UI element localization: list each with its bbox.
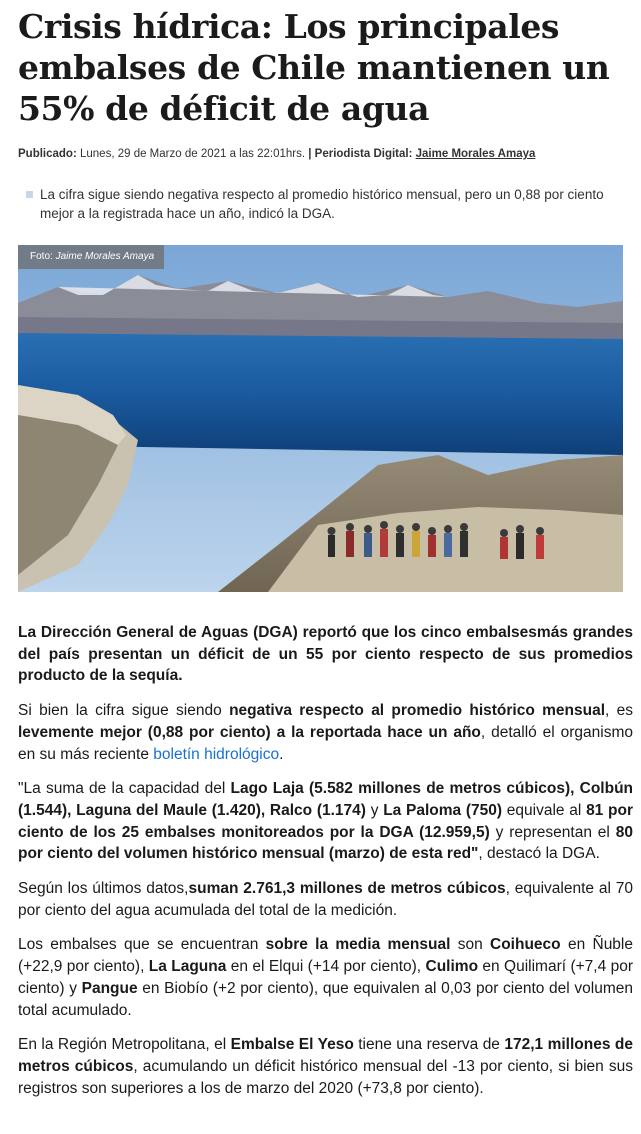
published-label: Publicado:: [18, 148, 77, 160]
text-run: y representan el: [489, 823, 616, 841]
bold-run: Coihueco: [490, 936, 561, 954]
text-run: .: [279, 745, 284, 763]
text-run: tiene una reserva de: [353, 1036, 505, 1054]
paragraph-3: [18, 778, 633, 865]
text-run: "La suma de la capacidad del: [18, 780, 231, 798]
text-run: en el Elqui (+14 por ciento),: [226, 958, 426, 976]
text-run: son: [450, 936, 491, 954]
landscape-image: [18, 245, 623, 592]
bold-run: Embalse El Yeso: [230, 1036, 354, 1054]
photo-credit-label: Foto:: [30, 251, 53, 262]
bold-run: negativa respecto al promedio histórico mensual: [229, 702, 606, 720]
bold-run: La Laguna: [148, 958, 227, 976]
lead-bold-text: La Dirección General de Aguas (DGA) reportó que los cinco embalsesmás grandes del país presentan un déficit de un 55 por ciento respecto de sus promedios producto de la sequía.: [18, 624, 633, 685]
bold-run: 81 por ciento de los 25 embalses monitoreados por la DGA (12.959,5): [18, 801, 633, 841]
text-run: Según los últimos datos,: [18, 880, 189, 898]
text-run: en Ñuble (+22,9 por ciento),: [18, 936, 633, 976]
text-run: , destacó la DGA.: [478, 845, 600, 863]
journalist-link[interactable]: Jaime Morales Amaya: [415, 148, 536, 160]
paragraph-6: [18, 1034, 633, 1099]
text-run: Los embalses que se encuentran: [18, 936, 266, 954]
bold-run: 172,1 millones de metros cúbicos: [18, 1036, 633, 1075]
summary-bullet-icon: [26, 191, 33, 198]
paragraph-4: [18, 878, 633, 921]
bold-run: La Paloma (750): [383, 801, 503, 819]
article-summary: [22, 185, 640, 223]
text-run: en Biobío (+2 por ciento), que equivalen al 0,03 por ciento del volumen total acumulado.: [18, 979, 633, 1019]
published-date: Lunes, 29 de Marzo de 2021 a las 22:01hrs.: [79, 148, 306, 160]
article-title: Crisis hídrica: Los principales embalses de Chile mantienen un 55% de déficit de agua: [18, 7, 610, 128]
bold-run: 80 por ciento del volumen histórico mensual (marzo) de esta red": [18, 823, 633, 863]
text-run: Si bien la cifra sigue siendo: [18, 702, 230, 720]
boletin-hidrologico-link[interactable]: boletín hidrológico: [153, 745, 280, 763]
paragraph-lead: [18, 622, 633, 687]
text-run: , detalló el organismo en su más reciente: [18, 723, 633, 763]
article-photo: [18, 245, 623, 592]
photo-credit-name: Jaime Morales Amaya: [55, 251, 155, 262]
text-run: en Quilimarí (+7,4 por ciento) y: [18, 958, 633, 997]
photo-credit: [18, 245, 164, 269]
text-run: , equivalente al 70 por ciento del agua acumulada del total de la medición.: [18, 880, 633, 919]
byline-separator: |: [308, 148, 312, 160]
text-run: , acumulando un déficit histórico mensual del -13 por ciento, si bien sus registros son superiores a los de marzo del 2020 (+73,8 por ciento).: [18, 1057, 634, 1097]
bold-run: levemente mejor (0,88 por ciento) a la reportada hace un año: [18, 723, 481, 741]
bold-run: Pangue: [81, 979, 138, 997]
byline: [18, 148, 628, 160]
text-run: , es: [605, 702, 634, 720]
text-run: y: [365, 801, 384, 819]
bold-run: Lago Laja (5.582 millones de metros cúbicos), Colbún (1.544), Laguna del Maule (1.420), Ralco (1.174): [18, 780, 634, 819]
summary-text: La cifra sigue siendo negativa respecto al promedio histórico mensual, pero un 0,88 por ciento mejor a la registrada hace un año, indicó la DGA.: [40, 187, 604, 221]
text-run: equivale al: [502, 801, 587, 819]
paragraph-2: [18, 700, 633, 765]
paragraph-5: [18, 934, 633, 1021]
bold-run: Culimo: [425, 958, 479, 976]
bold-run: sobre la media mensual: [265, 936, 451, 954]
text-run: En la Región Metropolitana, el: [18, 1036, 231, 1054]
journalist-label: Periodista Digital:: [314, 148, 413, 160]
article-body: [18, 622, 633, 1112]
bold-run: suman 2.761,3 millones de metros cúbicos: [188, 880, 506, 898]
